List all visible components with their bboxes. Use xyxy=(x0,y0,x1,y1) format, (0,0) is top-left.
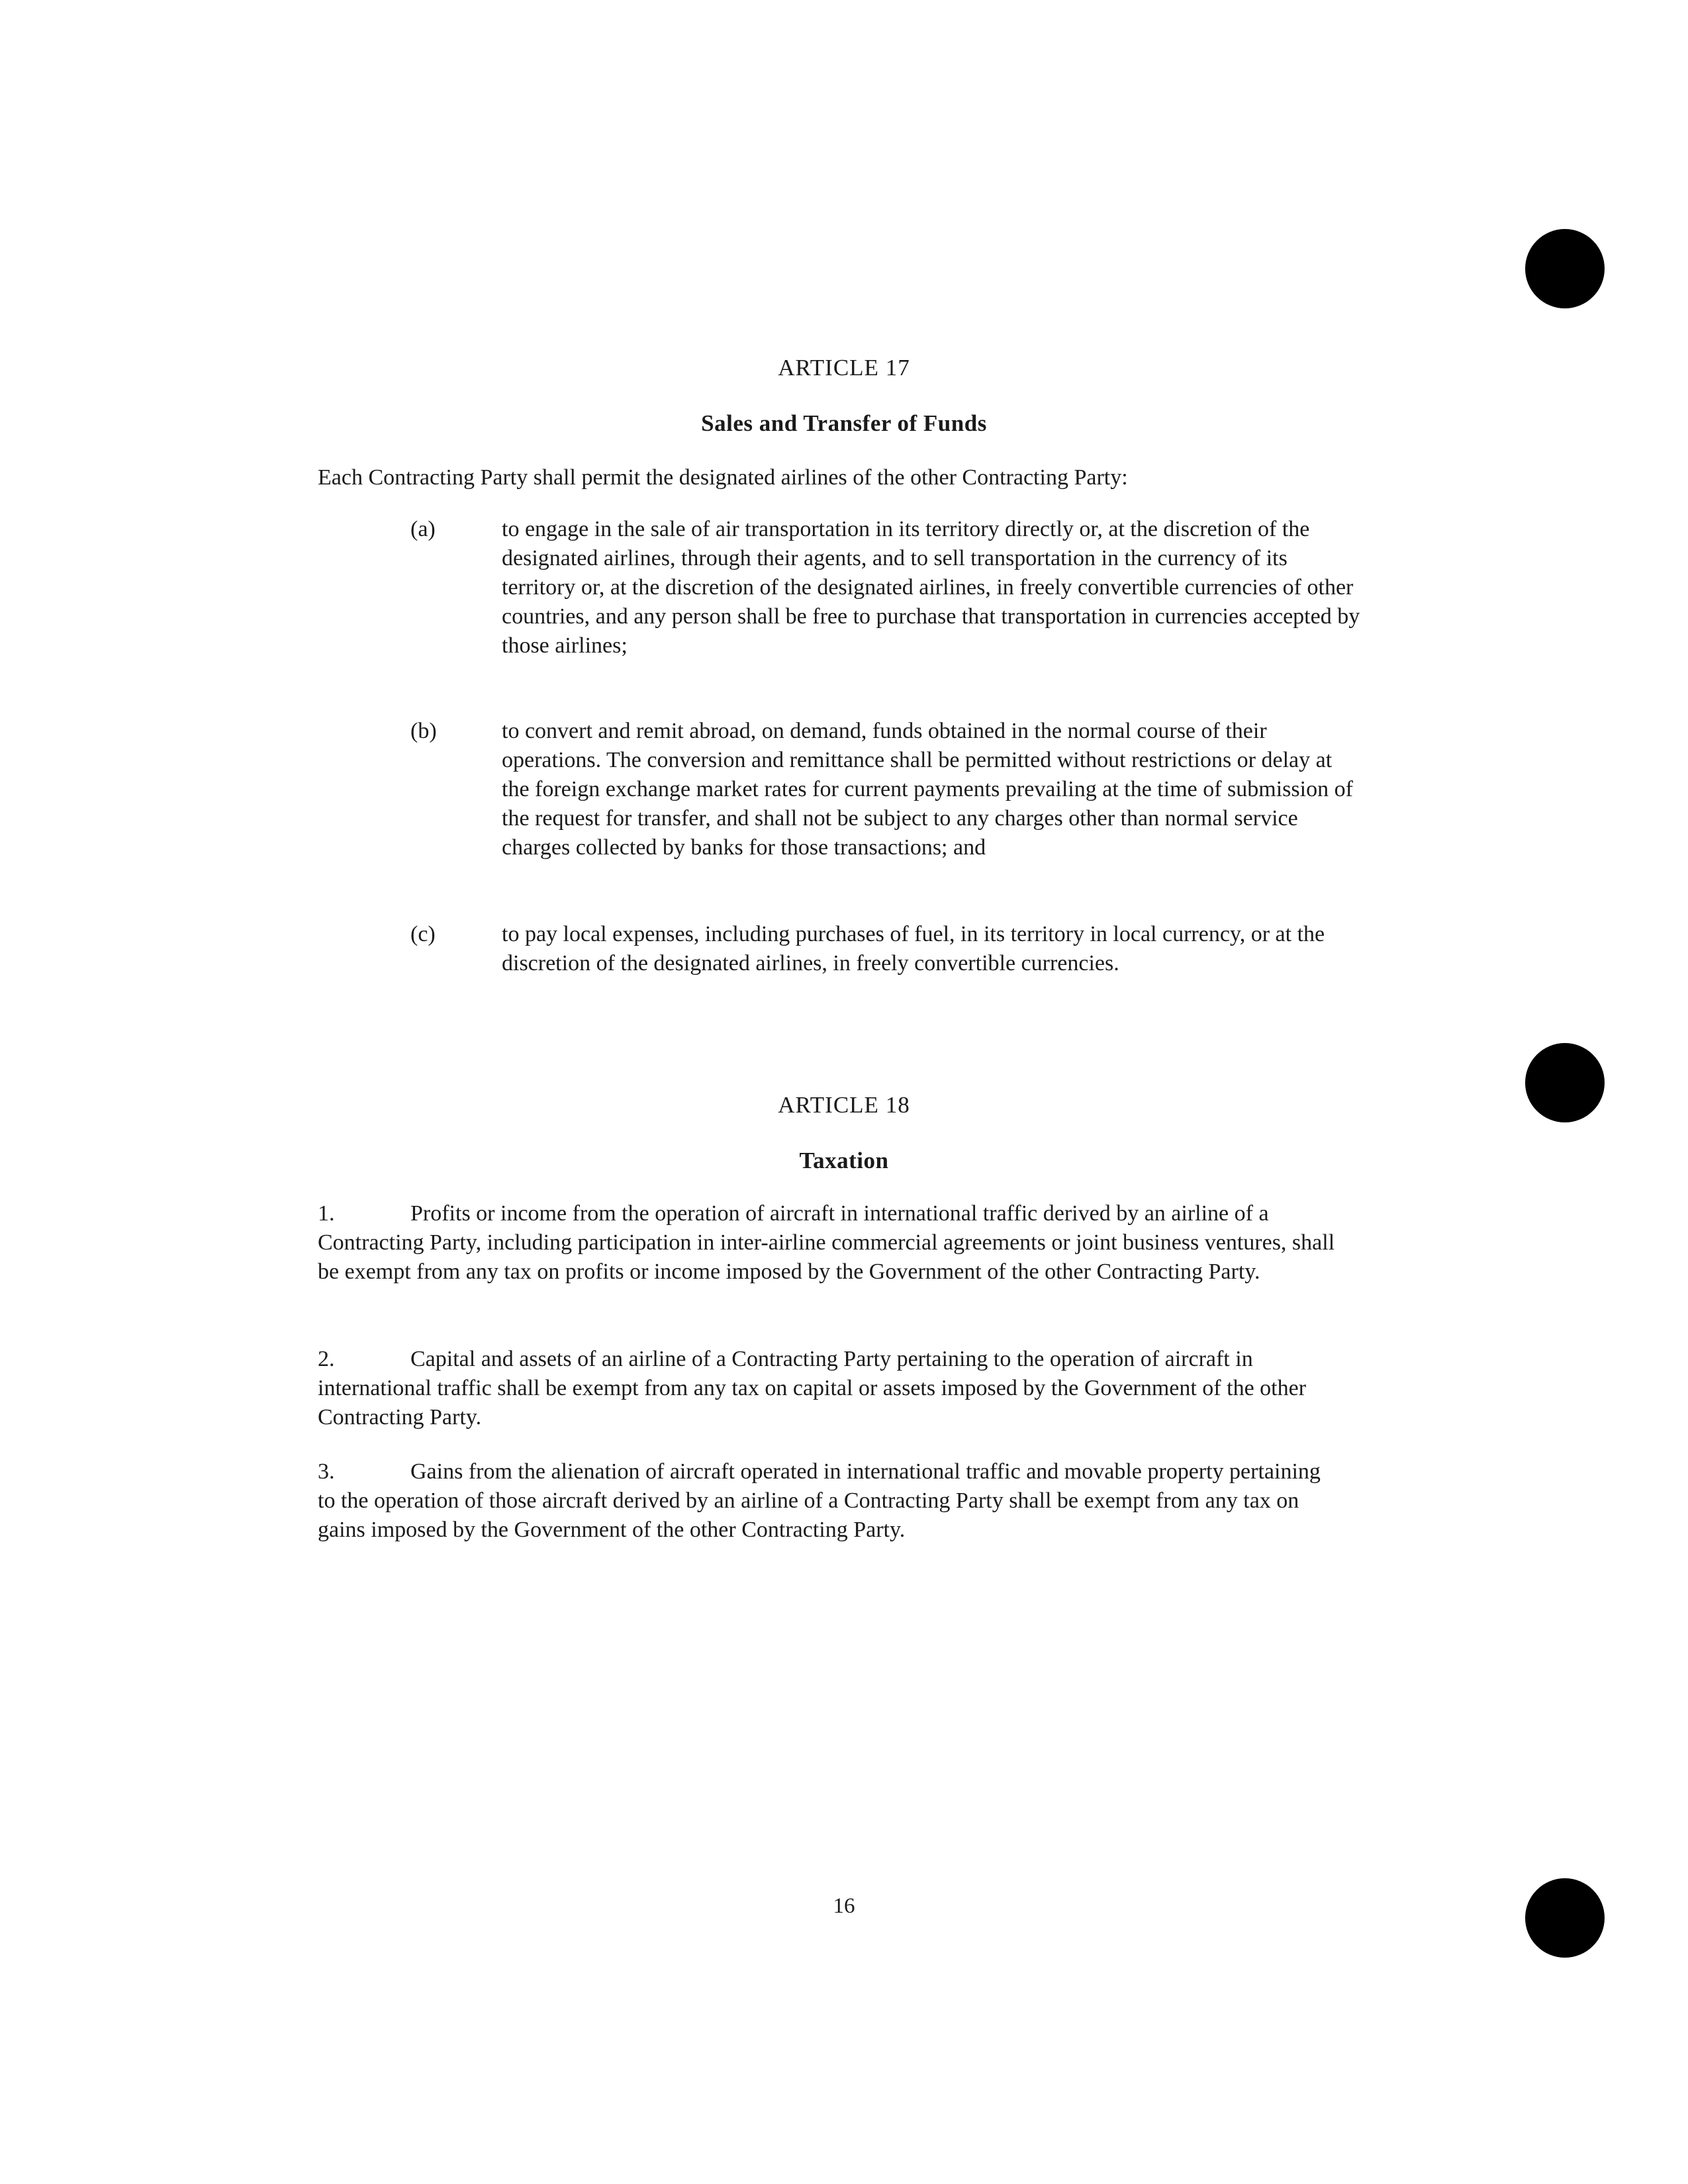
item-text: to convert and remit abroad, on demand, funds obtained in the normal course of their operations. The conversion and remittance shall be permitted without restrictions or delay at the foreign exchange market rates for current payments prevailing at the time of submission of the request for transfer, and shall not be subject to any charges other than normal service charges collected by banks for those transactions; and xyxy=(502,719,1353,860)
article-18-title: ARTICLE 18 xyxy=(778,1092,910,1118)
article-18-paragraph-3 xyxy=(318,1457,1337,1545)
item-text: to pay local expenses, including purchases of fuel, in its territory in local currency, or at the discretion of the designated airlines, in freely convertible currencies. xyxy=(502,922,1325,976)
paragraph-text: Gains from the alienation of aircraft operated in international traffic and movable property pertaining to the operation of those aircraft derived by an airline of a Contracting Party shall be exempt from any tax on gains imposed by the Government of the other Contracting Party. xyxy=(318,1459,1321,1542)
page-number: 16 xyxy=(833,1894,855,1918)
article-17-intro: Each Contracting Party shall permit the designated airlines of the other Contracting Party: xyxy=(318,465,1128,490)
paragraph-number: 2. xyxy=(318,1347,335,1371)
article-18-paragraph-2 xyxy=(318,1345,1337,1432)
paragraph-number: 3. xyxy=(318,1459,335,1484)
item-label: (a) xyxy=(410,517,436,541)
article-18-subtitle: Taxation xyxy=(799,1148,889,1173)
paragraph-text: Profits or income from the operation of aircraft in international traffic derived by an airline of a Contracting Party, including participation in inter-airline commercial agreements or joint business ventures, shall be exempt from any tax on profits or income imposed by the Government of the other Contracting Party. xyxy=(318,1201,1335,1284)
item-label: (b) xyxy=(410,719,437,743)
punch-hole-top xyxy=(1525,229,1605,308)
article-17-title: ARTICLE 17 xyxy=(778,355,910,381)
article-17-subtitle: Sales and Transfer of Funds xyxy=(701,410,987,436)
paragraph-text: Capital and assets of an airline of a Contracting Party pertaining to the operation of aircraft in international traffic shall be exempt from any tax on capital or assets imposed by the Government of the other Contracting Party. xyxy=(318,1347,1307,1430)
paragraph-number: 1. xyxy=(318,1201,335,1226)
article-18-paragraph-1 xyxy=(318,1199,1337,1287)
item-text: to engage in the sale of air transportation in its territory directly or, at the discretion of the designated airlines, through their agents, and to sell transportation in the currency of its territory or, at the discretion of the designated airlines, in freely convertible currencies of other countries, and any person shall be free to purchase that transportation in currencies accepted by those airlines; xyxy=(502,517,1360,658)
item-label: (c) xyxy=(410,922,436,946)
